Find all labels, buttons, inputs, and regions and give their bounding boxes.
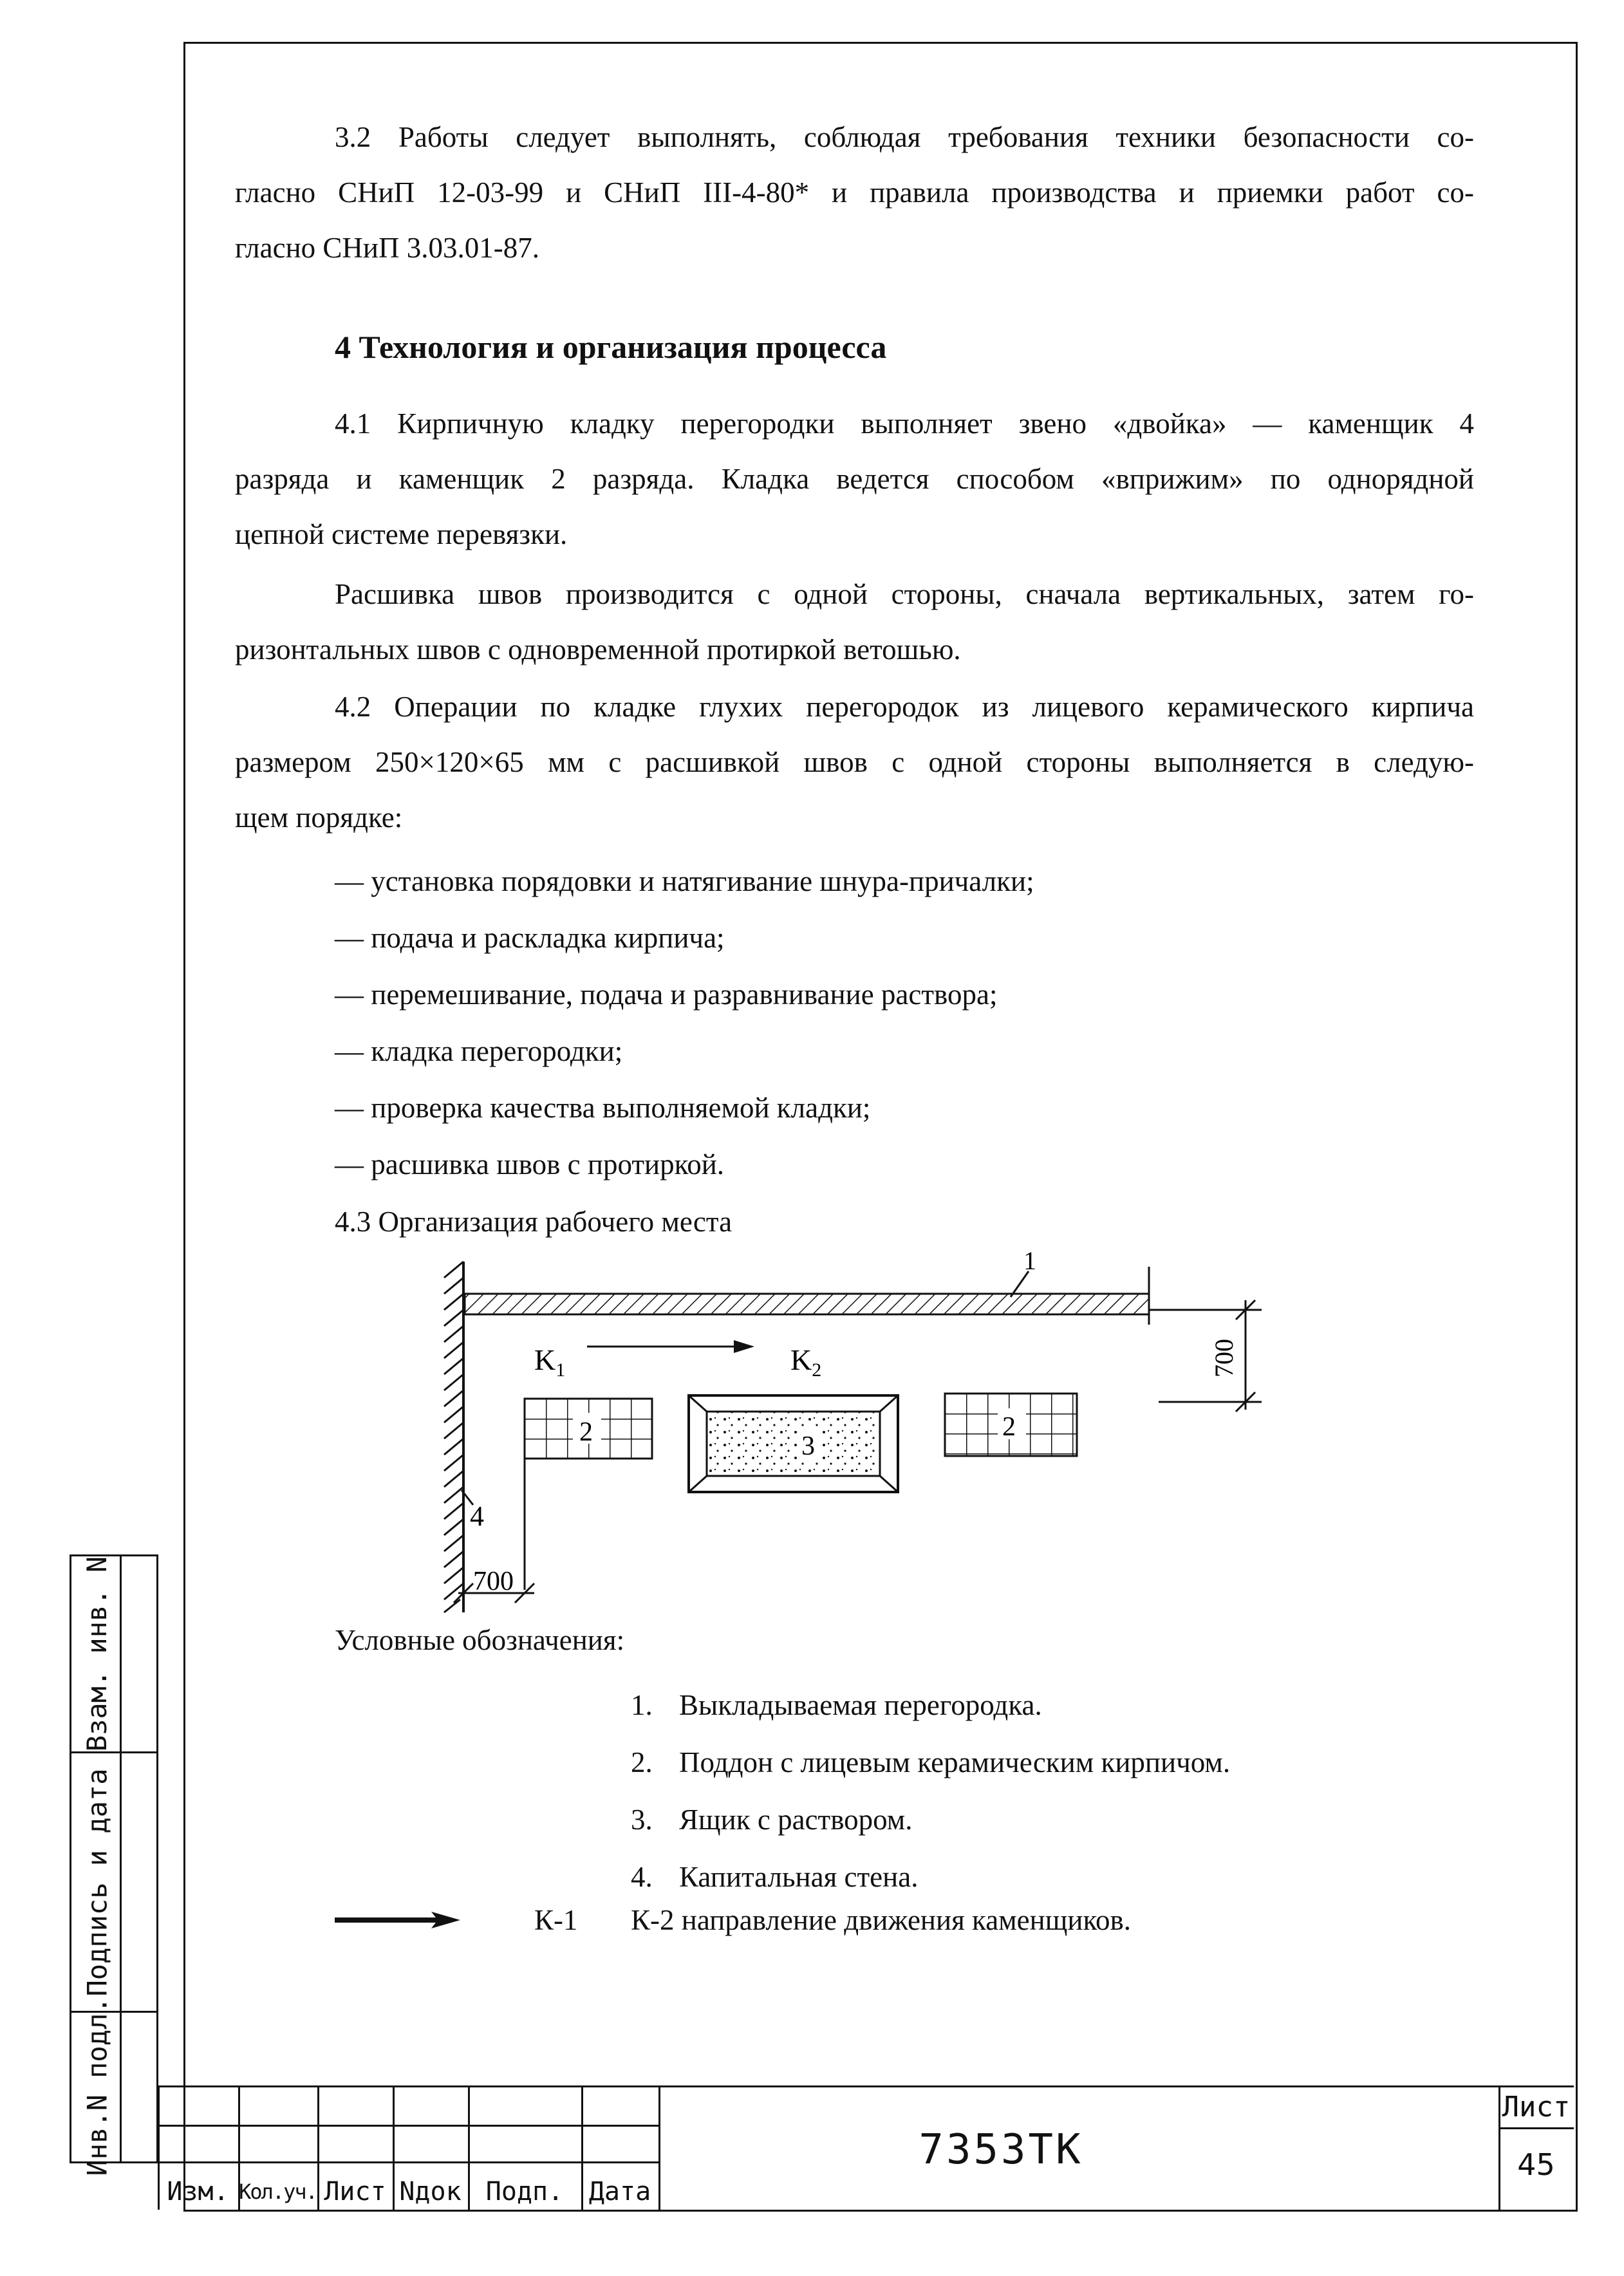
legend-item: 2. Поддон с лицевым керамическим кирпичом. [631, 1746, 1231, 1778]
legend-item: 4. Капитальная стена. [631, 1861, 919, 1893]
k1-label: K [534, 1343, 556, 1376]
side-stamp [70, 1554, 158, 2176]
label-1: 1 [1023, 1246, 1036, 1275]
dimension-vertical-value: 700 [1209, 1339, 1238, 1377]
list-item: — расшивка швов с протиркой. [335, 1148, 725, 1180]
list-item: — проверка качества выполняемой кладки; [335, 1092, 871, 1124]
list-item: — перемешивание, подача и разравнивание раствора; [335, 978, 998, 1011]
brick-pallet-left [525, 1399, 652, 1590]
partition [465, 1246, 1149, 1325]
legend-list [631, 1677, 1230, 1906]
title-block [158, 2085, 1574, 2210]
col-doc: Nдок [399, 2177, 462, 2206]
col-change: Изм. [167, 2177, 229, 2206]
label-2-right: 2 [1002, 1412, 1016, 1442]
capital-wall [444, 1262, 463, 1612]
k2-subscript: 2 [812, 1359, 822, 1381]
paragraph-joints-line-1: Расшивка швов производится с одной стороны, сначала вертикальных, затем го- [335, 578, 1474, 610]
paragraph-3-2-line-2: гласно СНиП 12-03-99 и СНиП III-4-80* и правила производства и приемки работ со- [235, 176, 1474, 209]
col-sheet: Лист [324, 2177, 386, 2206]
paragraph-4-1-line-1: 4.1 Кирпичную кладку перегородки выполняет звено «двойка» — каменщик 4 [335, 407, 1474, 440]
svg-text:K2 [790, 1343, 821, 1381]
legend-arrow-k1: К-1 [534, 1904, 578, 1936]
legend-item: 1. Выкладываемая перегородка. [631, 1689, 1042, 1721]
paragraph-4-1-line-2: разряда и каменщик 2 разряда. Кладка ведется способом «вприжим» по однорядной [235, 463, 1474, 495]
section-4-heading: 4 Технология и организация процесса [335, 329, 887, 365]
list-item: — подача и раскладка кирпича; [335, 922, 725, 954]
label-4: 4 [470, 1500, 484, 1532]
k1-subscript: 1 [555, 1359, 566, 1381]
legend-title: Условные обозначения: [335, 1624, 625, 1656]
dimension-horizontal-value: 700 [473, 1567, 514, 1596]
paragraph-4-2-line-2: размером 250×120×65 мм с расшивкой швов с одной стороны выполняется в следую- [235, 746, 1474, 778]
k2-label: K [790, 1343, 812, 1376]
legend-arrow-icon [335, 1910, 463, 1930]
paragraph-4-3: 4.3 Организация рабочего места [335, 1206, 733, 1238]
paragraph-3-2-line-3: гласно СНиП 3.03.01-87. [235, 232, 539, 264]
side-cell-replacement: Взам. инв. N [71, 1556, 156, 1753]
label-3: 3 [801, 1432, 815, 1461]
label-2-left: 2 [579, 1417, 593, 1447]
col-count: Кол.уч. [239, 2179, 317, 2204]
col-date: Дата [588, 2177, 651, 2206]
legend-arrow-text: К-2 направление движения каменщиков. [631, 1904, 1132, 1936]
legend-item: 3. Ящик с раствором. [631, 1804, 913, 1836]
side-cell-inventory: Инв.N подл. [81, 1996, 113, 2176]
paragraph-3-2-line-1: 3.2 Работы следует выполнять, соблюдая требования техники безопасности со- [335, 121, 1474, 153]
sheet-label: Лист [1502, 2091, 1571, 2123]
paragraph-4-1-line-3: цепной системе перевязки. [235, 518, 568, 550]
paragraph-4-2-line-1: 4.2 Операции по кладке глухих перегородок из лицевого керамического кирпича [335, 691, 1474, 723]
paragraph-joints-line-2: ризонтальных швов с одновременной протиркой ветошью. [235, 633, 961, 666]
mortar-box [689, 1395, 898, 1492]
paragraph-4-2-line-3: щем порядке: [235, 801, 403, 834]
dimension-vertical [1149, 1300, 1262, 1412]
list-item: — кладка перегородки; [335, 1035, 623, 1067]
brick-pallet-right [945, 1394, 1077, 1456]
svg-text:K1 [534, 1343, 565, 1381]
col-sign: Подп. [485, 2177, 564, 2206]
sheet-number: 45 [1517, 2147, 1555, 2182]
list-item: — установка порядовки и натягивание шнура-причалки; [335, 865, 1034, 897]
document-code: 7353ТК [919, 2126, 1083, 2174]
direction-k1-k2 [534, 1340, 821, 1381]
side-cell-signature: Подпись и дата [71, 1753, 156, 2013]
